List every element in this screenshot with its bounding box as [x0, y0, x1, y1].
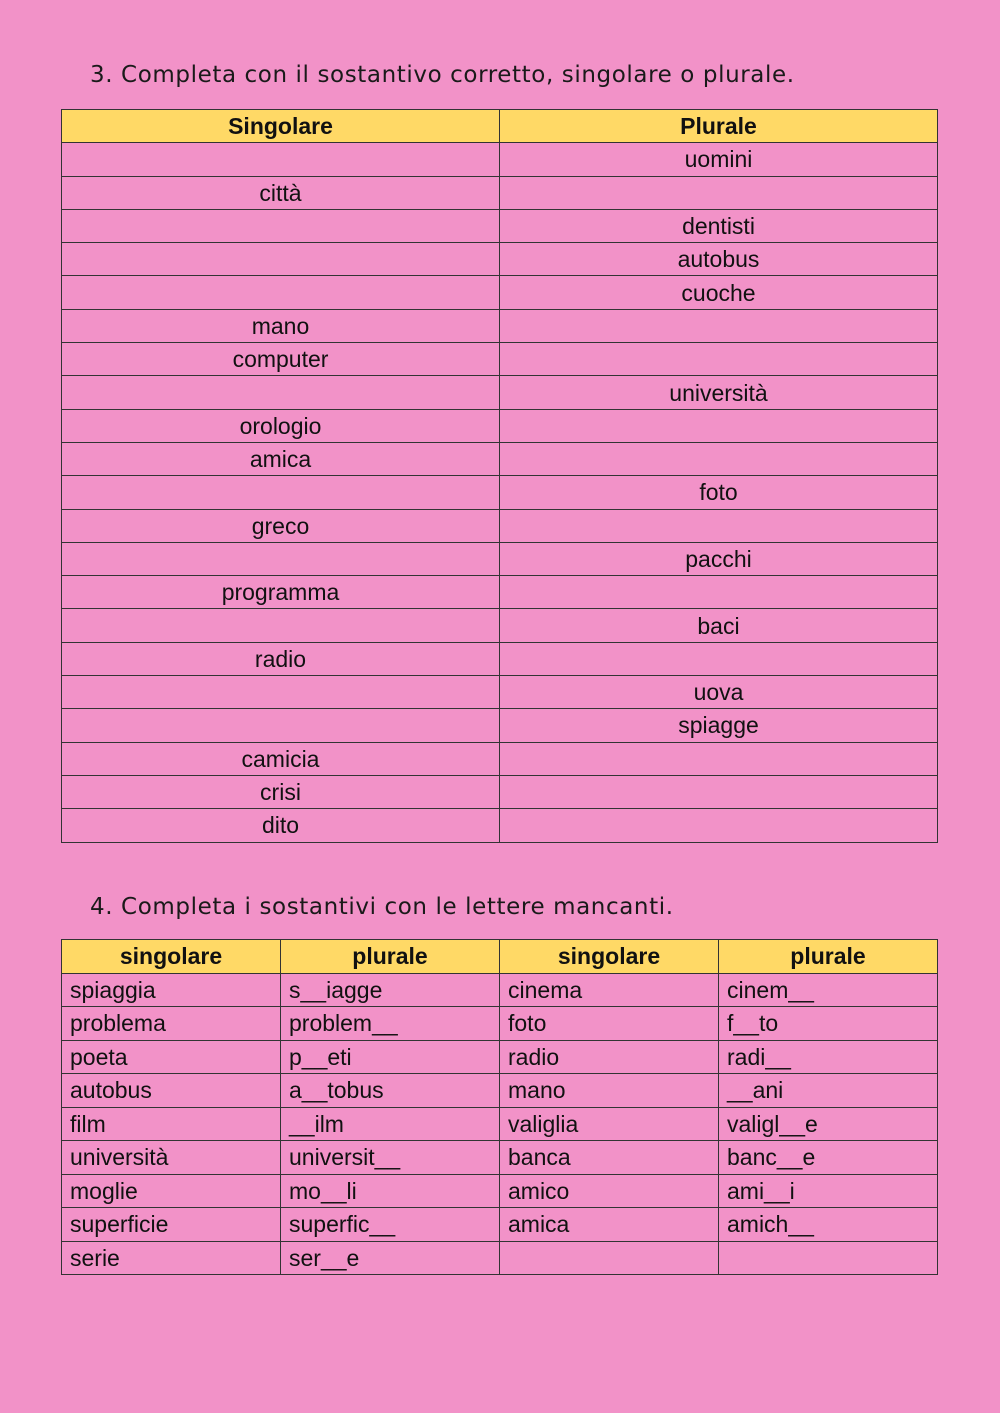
- singolare-cell: poeta: [62, 1040, 281, 1074]
- plurale-cell: radi__: [719, 1040, 938, 1074]
- plurale-cell: superfic__: [281, 1208, 500, 1242]
- singolare-cell: dito: [62, 809, 500, 842]
- plurale-cell[interactable]: [500, 742, 938, 775]
- table-row: [62, 1040, 938, 1074]
- table-row: [62, 343, 938, 376]
- singolare-cell: amica: [62, 442, 500, 475]
- plurale-cell: banc__e: [719, 1141, 938, 1175]
- singolare-cell: programma: [62, 576, 500, 609]
- singolare-cell: banca: [500, 1141, 719, 1175]
- plurale-cell[interactable]: [500, 576, 938, 609]
- table-row: [62, 376, 938, 409]
- singolare-cell[interactable]: [62, 243, 500, 276]
- table-row: [62, 1107, 938, 1141]
- table-header-row: [62, 110, 938, 143]
- header-singolare-1: singolare: [62, 940, 281, 974]
- singolare-cell: spiaggia: [62, 973, 281, 1007]
- plurale-cell: uomini: [500, 143, 938, 176]
- plurale-cell[interactable]: [500, 775, 938, 808]
- singolare-cell[interactable]: [62, 476, 500, 509]
- header-singolare-2: singolare: [500, 940, 719, 974]
- table-row: [62, 409, 938, 442]
- table-row: [62, 642, 938, 675]
- plurale-cell: uova: [500, 676, 938, 709]
- header-plurale: Plurale: [500, 110, 938, 143]
- singolare-cell[interactable]: [62, 676, 500, 709]
- singolare-cell: città: [62, 176, 500, 209]
- table-header-row: [62, 940, 938, 974]
- table-row: [62, 309, 938, 342]
- table-row: [62, 542, 938, 575]
- plurale-cell[interactable]: [500, 309, 938, 342]
- plurale-cell: cuoche: [500, 276, 938, 309]
- plurale-cell: spiagge: [500, 709, 938, 742]
- singolare-cell: amico: [500, 1174, 719, 1208]
- plurale-cell: mo__li: [281, 1174, 500, 1208]
- singolare-cell: film: [62, 1107, 281, 1141]
- singolare-cell[interactable]: [62, 609, 500, 642]
- singolare-cell[interactable]: [500, 1241, 719, 1275]
- singolare-cell[interactable]: [62, 143, 500, 176]
- singolare-cell[interactable]: [62, 542, 500, 575]
- singolare-cell: problema: [62, 1007, 281, 1041]
- singolare-cell: foto: [500, 1007, 719, 1041]
- singolare-cell[interactable]: [62, 209, 500, 242]
- table-row: [62, 442, 938, 475]
- table-row: [62, 176, 938, 209]
- plurale-cell: p__eti: [281, 1040, 500, 1074]
- singolare-cell: greco: [62, 509, 500, 542]
- plurale-cell: ami__i: [719, 1174, 938, 1208]
- plurale-cell: __ilm: [281, 1107, 500, 1141]
- exercise-4-title: 4. Completa i sostantivi con le lettere mancanti.: [90, 894, 674, 920]
- singolare-cell: radio: [62, 642, 500, 675]
- singolare-cell[interactable]: [62, 709, 500, 742]
- singolare-cell: autobus: [62, 1074, 281, 1108]
- plurale-cell[interactable]: [500, 442, 938, 475]
- plurale-cell: autobus: [500, 243, 938, 276]
- singolare-cell: mano: [500, 1074, 719, 1108]
- table-row: [62, 609, 938, 642]
- table-row: [62, 576, 938, 609]
- plurale-cell[interactable]: [500, 409, 938, 442]
- table-row: [62, 476, 938, 509]
- exercise-4-table: [61, 939, 938, 1275]
- plurale-cell: __ani: [719, 1074, 938, 1108]
- table-row: [62, 973, 938, 1007]
- table-row: [62, 243, 938, 276]
- plurale-cell: baci: [500, 609, 938, 642]
- plurale-cell[interactable]: [719, 1241, 938, 1275]
- singolare-cell: università: [62, 1141, 281, 1175]
- singolare-cell: mano: [62, 309, 500, 342]
- singolare-cell: orologio: [62, 409, 500, 442]
- plurale-cell: università: [500, 376, 938, 409]
- header-plurale-1: plurale: [281, 940, 500, 974]
- table-row: [62, 509, 938, 542]
- table-row: [62, 742, 938, 775]
- exercise-3-table: [61, 109, 938, 843]
- table-row: [62, 1007, 938, 1041]
- header-singolare: Singolare: [62, 110, 500, 143]
- singolare-cell[interactable]: [62, 376, 500, 409]
- plurale-cell[interactable]: [500, 642, 938, 675]
- table-row: [62, 676, 938, 709]
- table-row: [62, 709, 938, 742]
- table-row: [62, 1141, 938, 1175]
- plurale-cell: ser__e: [281, 1241, 500, 1275]
- plurale-cell[interactable]: [500, 809, 938, 842]
- singolare-cell: computer: [62, 343, 500, 376]
- table-row: [62, 209, 938, 242]
- singolare-cell: amica: [500, 1208, 719, 1242]
- singolare-cell: superficie: [62, 1208, 281, 1242]
- exercise-3-title: 3. Completa con il sostantivo corretto, singolare o plurale.: [90, 62, 795, 88]
- table-row: [62, 143, 938, 176]
- singolare-cell: moglie: [62, 1174, 281, 1208]
- plurale-cell: a__tobus: [281, 1074, 500, 1108]
- plurale-cell: problem__: [281, 1007, 500, 1041]
- plurale-cell: cinem__: [719, 973, 938, 1007]
- singolare-cell: radio: [500, 1040, 719, 1074]
- plurale-cell[interactable]: [500, 343, 938, 376]
- plurale-cell: s__iagge: [281, 973, 500, 1007]
- header-plurale-2: plurale: [719, 940, 938, 974]
- singolare-cell: valiglia: [500, 1107, 719, 1141]
- table-row: [62, 775, 938, 808]
- singolare-cell[interactable]: [62, 276, 500, 309]
- table-row: [62, 1074, 938, 1108]
- plurale-cell: f__to: [719, 1007, 938, 1041]
- singolare-cell: crisi: [62, 775, 500, 808]
- plurale-cell[interactable]: [500, 509, 938, 542]
- plurale-cell[interactable]: [500, 176, 938, 209]
- singolare-cell: camicia: [62, 742, 500, 775]
- table-row: [62, 1241, 938, 1275]
- plurale-cell: amich__: [719, 1208, 938, 1242]
- plurale-cell: valigl__e: [719, 1107, 938, 1141]
- singolare-cell: serie: [62, 1241, 281, 1275]
- table-row: [62, 809, 938, 842]
- plurale-cell: dentisti: [500, 209, 938, 242]
- plurale-cell: pacchi: [500, 542, 938, 575]
- table-row: [62, 1208, 938, 1242]
- singolare-cell: cinema: [500, 973, 719, 1007]
- table-row: [62, 1174, 938, 1208]
- plurale-cell: foto: [500, 476, 938, 509]
- table-row: [62, 276, 938, 309]
- plurale-cell: universit__: [281, 1141, 500, 1175]
